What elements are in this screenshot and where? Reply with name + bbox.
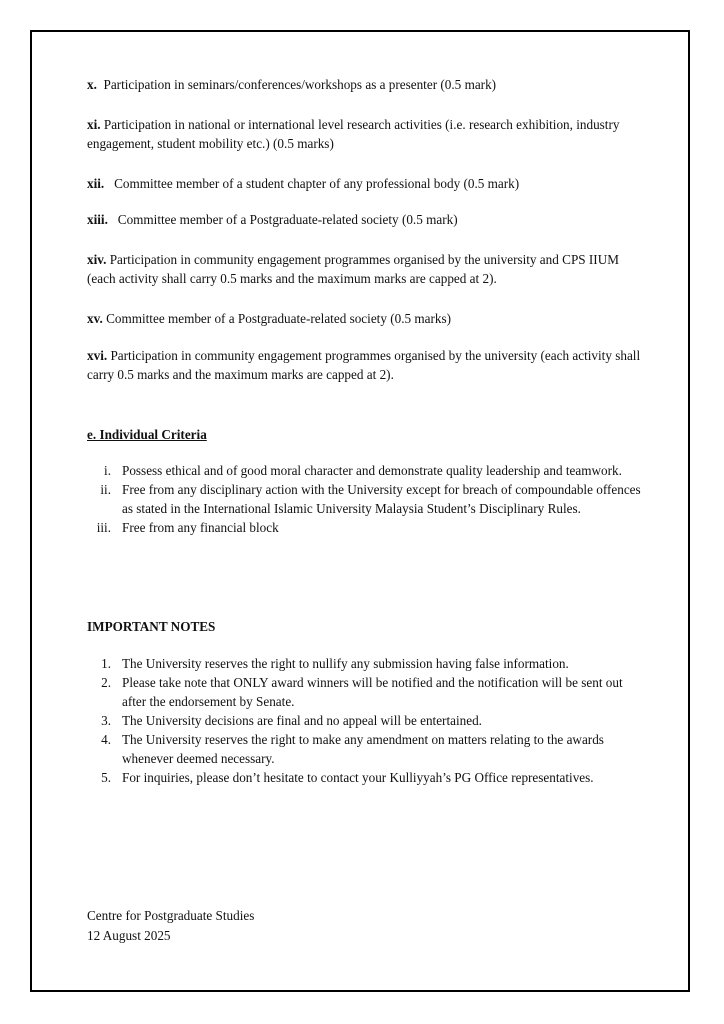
criterion-xi (87, 115, 647, 153)
criterion-text: Participation in national or international level research activities (i.e. research exhibition, industry engagement, student mobility etc.) (0.5 marks) (87, 117, 620, 151)
list-marker: 4. (101, 732, 111, 747)
criterion-xv (87, 309, 647, 328)
criterion-text: Participation in seminars/conferences/workshops as a presenter (0.5 mark) (103, 77, 497, 92)
list-item-text: Please take note that ONLY award winners will be notified and the notification will be sent out after the endorsement by Senate. (122, 675, 623, 709)
criterion-number: xii. (87, 176, 105, 191)
criterion-number: xvi. (87, 348, 108, 363)
criterion-number: xiii. (87, 212, 108, 227)
list-item (87, 673, 647, 711)
list-item (87, 461, 647, 480)
list-item (87, 730, 647, 768)
criterion-text: Committee member of a Postgraduate-related society (0.5 marks) (106, 311, 452, 326)
criterion-text: Committee member of a Postgraduate-related society (0.5 mark) (117, 212, 458, 227)
list-marker: ii. (100, 482, 111, 497)
list-item (87, 654, 647, 673)
criterion-xii (87, 174, 647, 193)
criterion-xvi (87, 346, 647, 384)
criterion-x (87, 75, 647, 94)
criterion-number: xi. (87, 117, 101, 132)
criterion-number: xv. (87, 311, 103, 326)
list-marker: 5. (101, 770, 111, 785)
list-item-text: For inquiries, please don’t hesitate to contact your Kulliyyah’s PG Office representatives. (122, 770, 594, 785)
list-marker: 2. (101, 675, 111, 690)
list-item-text: Free from any disciplinary action with the University except for breach of compoundable offences as stated in the International Islamic University Malaysia Student’s Disciplinary Rules. (122, 482, 641, 516)
footer-date: 12 August 2025 (87, 928, 171, 943)
list-marker: iii. (96, 520, 111, 535)
individual-criteria-heading: e. Individual Criteria (87, 427, 207, 442)
criterion-number: x. (87, 77, 97, 92)
list-item-text: Possess ethical and of good moral character and demonstrate quality leadership and teamwork. (122, 463, 622, 478)
criterion-xiv (87, 250, 647, 288)
list-item-text: Free from any financial block (122, 520, 279, 535)
list-item (87, 518, 647, 537)
criterion-text: Participation in community engagement programmes organised by the university and CPS IIUM (each activity shall carry 0.5 marks and the maximum marks are capped at 2). (87, 252, 619, 286)
list-item-text: The University decisions are final and no appeal will be entertained. (122, 713, 482, 728)
important-notes-title: IMPORTANT NOTES (87, 619, 216, 634)
footer-office: Centre for Postgraduate Studies (87, 908, 255, 923)
criterion-xiii (87, 210, 647, 229)
list-item (87, 480, 647, 518)
individual-criteria-list (87, 461, 647, 537)
important-notes-list (87, 654, 647, 787)
list-item (87, 711, 647, 730)
criterion-text: Committee member of a student chapter of any professional body (0.5 mark) (114, 176, 520, 191)
list-marker: 3. (101, 713, 111, 728)
criterion-number: xiv. (87, 252, 107, 267)
list-item (87, 768, 647, 787)
criterion-text: Participation in community engagement programmes organised by the university (each activity shall carry 0.5 marks and the maximum marks are capped at 2). (87, 348, 641, 382)
list-item-text: The University reserves the right to make any amendment on matters relating to the awards whenever deemed necessary. (122, 732, 604, 766)
list-item-text: The University reserves the right to nullify any submission having false information. (122, 656, 569, 671)
list-marker: i. (104, 463, 111, 478)
list-marker: 1. (101, 656, 111, 671)
